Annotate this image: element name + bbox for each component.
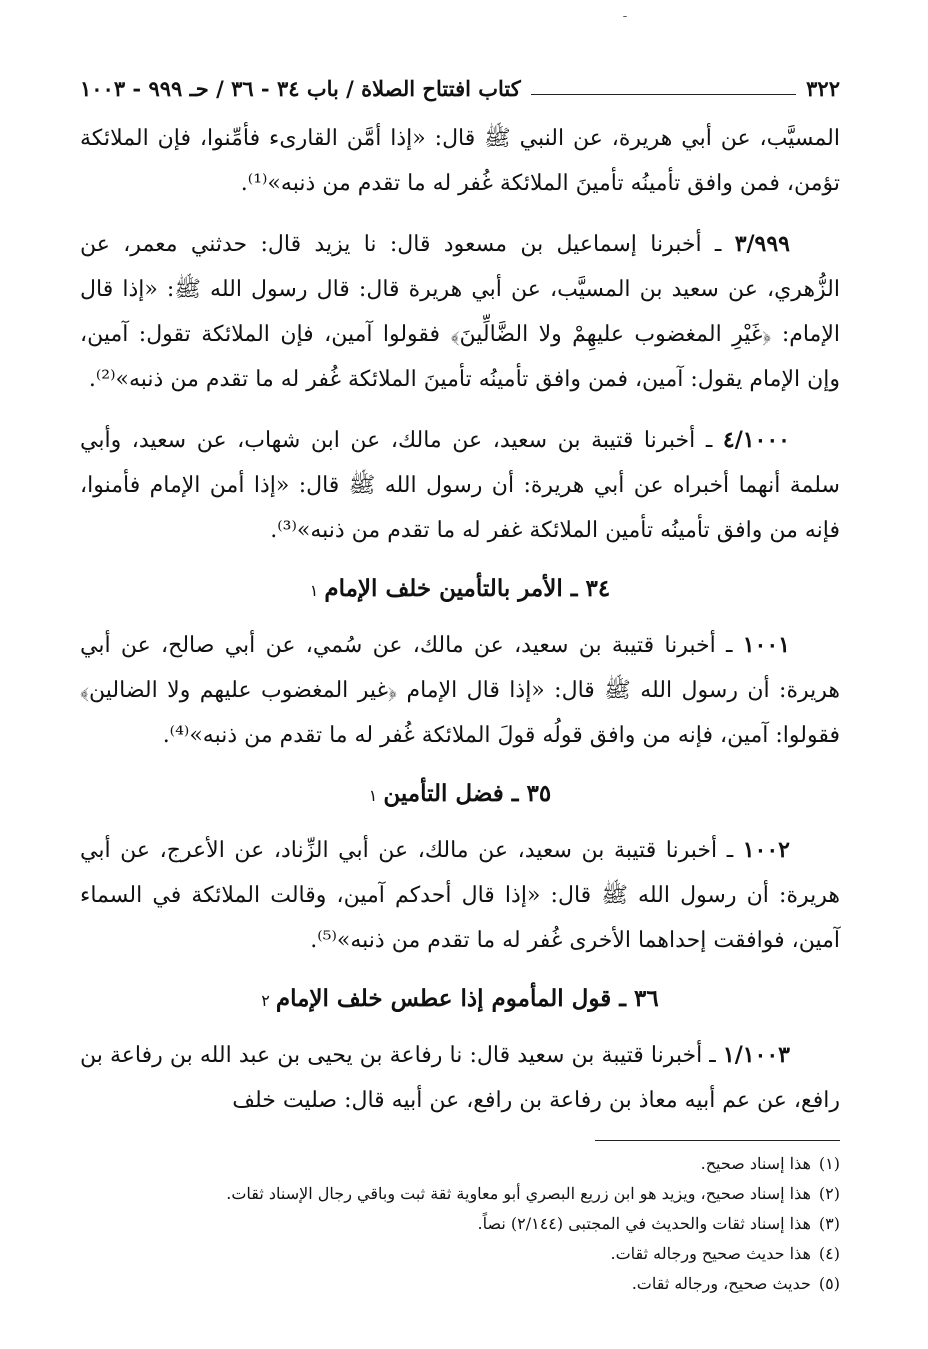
footnote-number: (٢) <box>818 1184 840 1203</box>
footnote-mark: ٢ <box>261 991 270 1010</box>
chapter-title: ٣٦ ـ قول المأموم إذا عطس خلف الإمام <box>275 985 659 1012</box>
hadith-1001 <box>80 623 840 758</box>
chapter-title: ٣٥ ـ فضل التأمين <box>383 780 552 807</box>
footnote-3 <box>80 1209 840 1239</box>
footnotes <box>80 1140 840 1299</box>
chapter-title-35 <box>80 774 840 816</box>
footnote-5 <box>80 1269 840 1299</box>
hadith-number: ٣/٩٩٩ <box>734 231 790 257</box>
footnote-text: هذا إسناد صحيح. <box>700 1154 811 1173</box>
page-number: ٣٢٢ <box>806 75 840 101</box>
footnote-text: هذا إسناد ثقات والحديث في المجتبى (٢/١٤٤) نصاً. <box>477 1214 811 1233</box>
hadith-1000 <box>80 418 840 553</box>
main-text <box>80 116 840 1139</box>
footnote-rule <box>595 1140 840 1141</box>
footnote-text: هذا حديث صحيح ورجاله ثقات. <box>610 1244 811 1263</box>
footnote-number: (٣) <box>818 1214 840 1233</box>
footnote-mark: ١ <box>368 786 378 805</box>
continued-hadith: المسيَّب، عن أبي هريرة، عن النبي ﷺ قال: «إذا أمَّن القارىء فأمِّنوا، فإن الملائكة تؤمن، فمن وافق تأمينُه تأمينَ الملائكة غُفر له ما تقدم من ذنبه»⁽¹⁾. <box>80 126 840 196</box>
hadith-1003 <box>80 1033 840 1123</box>
footnote-number: (٤) <box>818 1244 840 1263</box>
footnote-text: حديث صحيح، ورجاله ثقات. <box>631 1274 811 1293</box>
chapter-title-36 <box>80 979 840 1021</box>
footnote-number: (٥) <box>818 1274 840 1293</box>
hadith-text: ـ أخبرنا قتيبة بن سعيد، عن مالك، عن ابن شهاب، عن سعيد، وأبي سلمة أنهما أخبراه عن أبي هريرة: أن رسول الله ﷺ قال: «إذا أمن الإمام فأمنوا، فإنه من وافق تأمينُه تأمين الملائكة غفر له ما تقدم من ذنبه»⁽³⁾. <box>80 428 840 543</box>
hadith-number: ٤/١٠٠٠ <box>722 427 790 453</box>
hadith-text: ـ أخبرنا قتيبة بن سعيد قال: نا رفاعة بن يحيى بن عبد الله بن رفاعة بن رافع، عن عم أبيه معاذ بن رفاعة بن رافع، عن أبيه قال: صليت خلف <box>80 1043 840 1113</box>
footnote-1 <box>80 1149 840 1179</box>
header-rule <box>531 94 796 95</box>
hadith-999 <box>80 222 840 402</box>
chapter-title-34 <box>80 569 840 611</box>
footnote-4 <box>80 1239 840 1269</box>
footnote-number: (١) <box>818 1154 840 1173</box>
running-header <box>80 70 840 106</box>
hadith-text: ـ أخبرنا قتيبة بن سعيد، عن مالك، عن أبي الزِّناد، عن الأعرج، عن أبي هريرة: أن رسول الله ﷺ قال: «إذا قال أحدكم آمين، وقالت الملائكة في السماء آمين، فوافقت إحداهما الأخرى غُفر له ما تقدم من ذنبه»⁽⁵⁾. <box>80 838 840 953</box>
hadith-1002 <box>80 828 840 963</box>
footnote-text: هذا إسناد صحيح، ويزيد هو ابن زريع البصري أبو معاوية ثقة ثبت وباقي رجال الإسناد ثقات. <box>226 1184 811 1203</box>
hadith-text: ـ أخبرنا قتيبة بن سعيد، عن مالك، عن سُمي، عن أبي صالح، عن أبي هريرة: أن رسول الله ﷺ قال: «إذا قال الإمام ﴿غير المغضوب عليهم ولا الضالين﴾ فقولوا: آمين، فإنه من وافق قولُه قولَ الملائكة غُفر له ما تقدم من ذنبه»⁽⁴⁾. <box>80 633 840 748</box>
hadith-text: ـ أخبرنا إسماعيل بن مسعود قال: نا يزيد قال: حدثني معمر، عن الزُّهري، عن سعيد بن المسيَّب، عن أبي هريرة قال: قال رسول الله ﷺ: «إذا قال الإمام: ﴿غَيْرِ المغضوب عليهِمْ ولا الضَّالِّينَ﴾ فقولوا آمين، فإن الملائكة تقول: آمين، وإن الإمام يقول: آمين، فمن وافق تأمينُه تأمينَ الملائكة غُفر له ما تقدم من ذنبه»⁽²⁾. <box>80 232 840 392</box>
footnote-2 <box>80 1179 840 1209</box>
chapter-title: ٣٤ ـ الأمر بالتأمين خلف الإمام <box>324 575 611 602</box>
footnote-mark: ١ <box>309 581 319 600</box>
hadith-number: ١٠٠٢ <box>742 837 790 863</box>
hadith-number: ١/١٠٠٣ <box>722 1042 790 1068</box>
running-title: كتاب افتتاح الصلاة / باب ٣٤ - ٣٦ / حـ ٩٩٩ - ١٠٠٣ <box>80 75 521 101</box>
hadith-number: ١٠٠١ <box>742 632 790 658</box>
print-speck: ˉ <box>622 14 628 28</box>
